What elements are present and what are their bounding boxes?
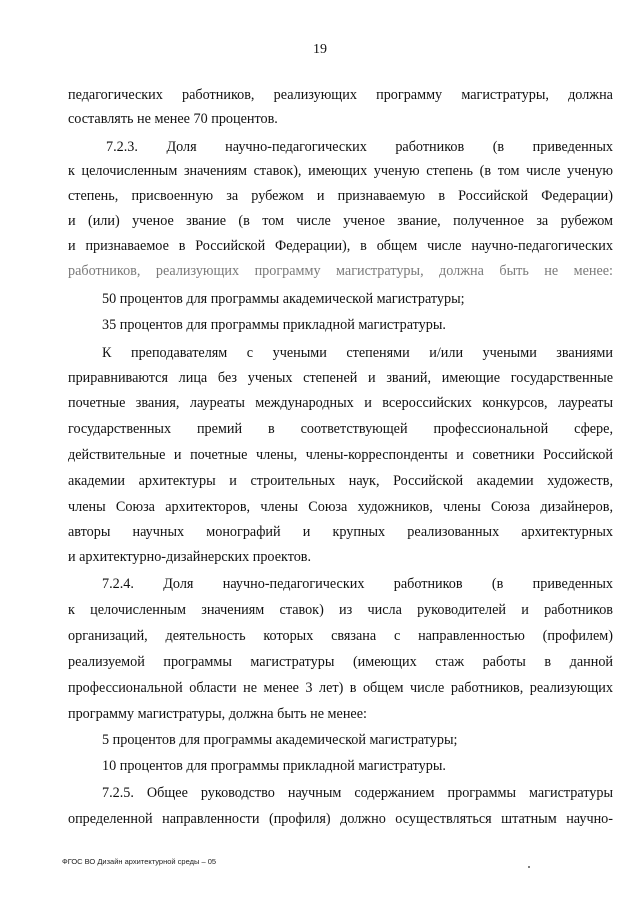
- text-line: организаций, деятельность которых связана с направленностью (профилем): [68, 628, 613, 644]
- text-line: действительные и почетные члены, члены-корреспонденты и советники Российской: [68, 447, 613, 463]
- text-line: и архитектурно-дизайнерских проектов.: [68, 549, 312, 565]
- text-line: академии архитектуры и строительных наук, Российской академии художеств,: [68, 473, 613, 489]
- text-line: к целочисленным значениям ставок), имеющих ученую степень (в том числе ученую: [68, 163, 613, 179]
- text-line: государственных премий в соответствующей профессиональной сфере,: [68, 421, 613, 437]
- text-line: 7.2.5. Общее руководство научным содержанием программы магистратуры: [102, 785, 613, 801]
- text-line: и признаваемое в Российской Федерации), в общем числе научно-педагогических: [68, 238, 613, 254]
- text-line: почетные звания, лауреаты международных и всероссийских конкурсов, лауреаты: [68, 395, 613, 411]
- text-line: к целочисленным значениям ставок) из числа руководителей и работников: [68, 602, 613, 618]
- text-line: 10 процентов для программы прикладной магистратуры.: [102, 758, 446, 774]
- footer-text: ФГОС ВО Дизайн архитектурной среды – 05: [62, 857, 217, 866]
- text-line: определенной направленности (профиля) должно осуществляться штатным научно-: [68, 811, 613, 827]
- text-line: профессиональной области не менее 3 лет) в общем числе работников, реализующих: [68, 680, 613, 696]
- text-line: приравниваются лица без ученых степеней и званий, имеющие государственные: [68, 370, 613, 386]
- text-line: авторы научных монографий и крупных реализованных архитектурных: [68, 524, 613, 540]
- text-line: составлять не менее 70 процентов.: [68, 111, 278, 127]
- page-number: 19: [313, 42, 327, 57]
- text-line: степень, присвоенную за рубежом и признаваемую в Российской Федерации): [68, 188, 613, 204]
- text-line: реализуемой программы магистратуры (имеющих стаж работы в данной: [68, 654, 613, 670]
- text-line: программу магистратуры, должна быть не менее:: [68, 706, 367, 722]
- text-line: 7.2.4. Доля научно-педагогических работников (в приведенных: [102, 576, 613, 592]
- text-line: 50 процентов для программы академической магистратуры;: [102, 291, 465, 307]
- text-line: К преподавателям с учеными степенями и/или учеными званиями: [102, 345, 613, 361]
- text-line: 5 процентов для программы академической магистратуры;: [102, 732, 458, 748]
- text-line: педагогических работников, реализующих программу магистратуры, должна: [68, 87, 613, 103]
- text-line: члены Союза архитекторов, члены Союза художников, члены Союза дизайнеров,: [68, 499, 613, 515]
- text-line: 35 процентов для программы прикладной магистратуры.: [102, 317, 446, 333]
- scan-speck: [528, 866, 530, 868]
- text-line: 7.2.3. Доля научно-педагогических работников (в приведенных: [106, 139, 613, 155]
- text-line: работников, реализующих программу магистратуры, должна быть не менее:: [68, 263, 613, 279]
- text-line: и (или) ученое звание (в том числе ученое звание, полученное за рубежом: [68, 213, 613, 229]
